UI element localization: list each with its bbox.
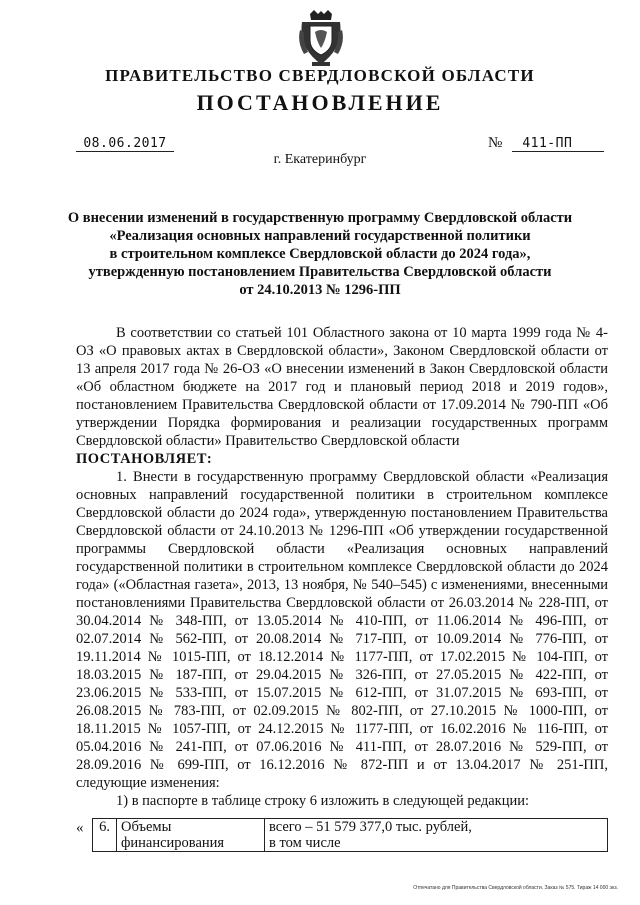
title-line: от 24.10.2013 № 1296-ПП <box>239 282 401 298</box>
row-value-cell <box>264 818 608 852</box>
title-line: в строительном комплексе Свердловской области до 2024 года», <box>109 246 531 262</box>
value-line: в том числе <box>269 835 341 851</box>
document-date: 08.06.2017 <box>76 136 174 152</box>
document-title <box>60 209 580 299</box>
document-number-block <box>488 135 604 152</box>
value-line: всего – 51 579 377,0 тыс. рублей, <box>269 819 472 835</box>
row-name-cell: Объемы финансирования <box>116 818 264 852</box>
resolves-heading: ПОСТАНОВЛЯЕТ: <box>76 451 213 467</box>
subitem-1-paragraph: 1) в паспорте в таблице строку 6 изложить в следующей редакции: <box>116 793 530 809</box>
government-name: ПРАВИТЕЛЬСТВО СВЕРДЛОВСКОЙ ОБЛАСТИ <box>105 66 535 85</box>
document-type: ПОСТАНОВЛЕНИЕ <box>196 90 444 115</box>
coat-of-arms-icon <box>298 8 344 68</box>
title-line: «Реализация основных направлений государственной политики <box>109 228 531 244</box>
open-quote: « <box>76 820 84 836</box>
intro-paragraph: В соответствии со статьей 101 Областного закона от 10 марта 1999 года № 4-ОЗ «О правовых актах в Свердловской области», Законом Свердловской области от 13 апреля 2017 года № 26-ОЗ «О внесении изменений в Закон Свердловской области «Об областном бюджете на 2017 год и плановый период 2018 и 2019 годов», постановлением Правительства Свердловской области от 17.09.2014 № 790-ПП «Об утверждении Порядка формирования и реализации государственных программ Свердловской области» Правительство Свердловской области <box>76 325 608 449</box>
document-body <box>76 324 608 810</box>
number-sign: № <box>488 135 503 151</box>
title-line: О внесении изменений в государственную программу Свердловской области <box>67 210 573 226</box>
title-line: утвержденную постановлением Правительства Свердловской области <box>88 264 552 280</box>
print-footer: Отпечатано для Правительства Свердловской области. Заказ № 575. Тираж 14 000 экз. <box>413 885 618 891</box>
item-1-paragraph: 1. Внести в государственную программу Свердловской области «Реализация основных направлений государственной политики в строительном комплексе Свердловской области до 2024 года», утвержденную постановлением Правительства Свердловской области от 24.10.2013 № 1296-ПП «Об утверждении государственной программы Свердловской области «Реализация основных направлений государственной политики в строительном комплексе Свердловской области до 2024 года» («Областная газета», 2013, 13 ноября, № 540–545) с изменениями, внесенными постановлениями Правительства Свердловской области от 26.03.2014 № 228-ПП, от 30.04.2014 № 348-ПП, от 13.05.2014 № 410-ПП, от 11.06.2014 № 496-ПП, от 02.07.2014 № 562-ПП, от 20.08.2014 № 717-ПП, от 10.09.2014 № 776-ПП, от 19.11.2014 № 1015-ПП, от 18.12.2014 № 1177-ПП, от 17.02.2015 № 104-ПП, от 18.03.2015 № 187-ПП, от 29.04.2015 № 326-ПП, от 27.05.2015 № 422-ПП, от 23.06.2015 № 533-ПП, от 15.07.2015 № 612-ПП, от 31.07.2015 № 693-ПП, от 26.08.2015 № 783-ПП, от 02.09.2015 № 802-ПП, от 27.10.2015 № 1000-ПП, от 18.11.2015 № 1057-ПП, от 24.12.2015 № 1177-ПП, от 16.02.2016 № 116-ПП, от 05.04.2016 № 241-ПП, от 07.06.2016 № 411-ПП, от 28.07.2016 № 529-ПП, от 28.09.2016 № 699-ПП, от 16.12.2016 № 872-ПП и от 13.04.2017 № 251-ПП, следующие изменения: <box>76 469 608 791</box>
passport-table-row <box>76 818 608 852</box>
document-city: г. Екатеринбург <box>273 152 367 167</box>
row-number-cell: 6. <box>92 818 116 852</box>
document-number: 411-ПП <box>512 136 604 152</box>
